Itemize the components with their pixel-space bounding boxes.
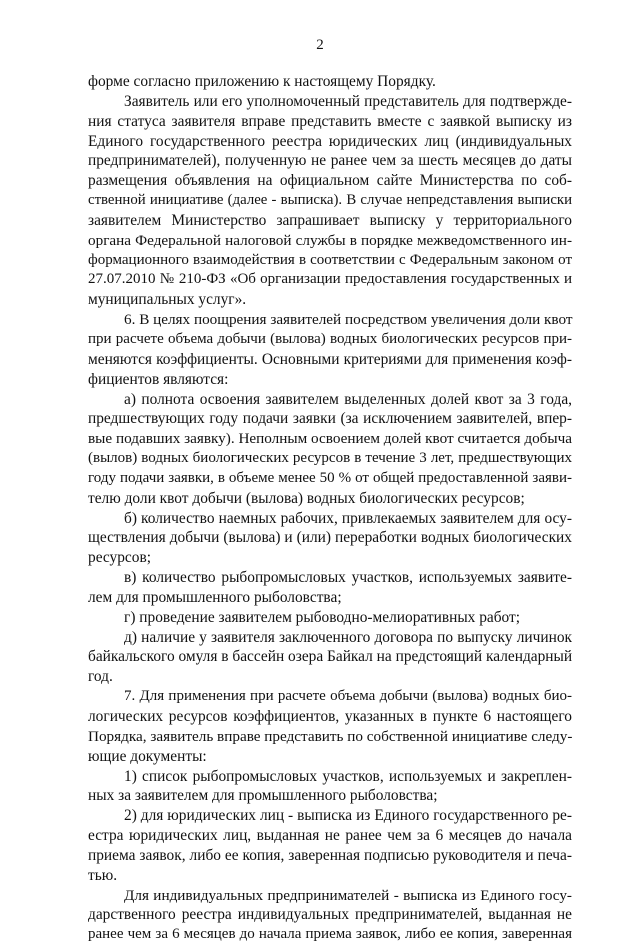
text-line: лем для промышленного рыболовства; (88, 588, 342, 606)
text-line: логических ресурсов коэффициентов, указанных в пункте 6 настоящего (88, 708, 572, 725)
text-line: предшествующих году подачи заявки (за исключением заявителей, впер- (88, 410, 572, 428)
text-line: формационного взаимодействия в соответствии с Федеральным законом от (88, 251, 572, 268)
text-line: году подачи заявки, в объеме менее 50 % от общей предоставленной заяви- (88, 469, 572, 486)
text-line: 6. В целях поощрения заявителей посредством увеличения доли квот (124, 311, 573, 329)
text-line: б) количество наемных рабочих, привлекаемых заявителем для осу- (124, 509, 572, 527)
text-line: при расчете объема добычи (вылова) водных биологических ресурсов при- (88, 330, 572, 347)
text-line: ния статуса заявителя вправе представить вместе с заявкой выписку из (88, 112, 572, 130)
text-line: (вылов) водных биологических ресурсов в течение 3 лет, предшествующих (88, 450, 572, 467)
text-line: органа Федеральной налоговой службы в порядке межведомственного ин- (88, 231, 572, 249)
text-line: форме согласно приложению к настоящему Порядку. (88, 73, 436, 90)
text-line: Порядка, заявитель вправе представить по собственной инициативе следу- (88, 727, 573, 745)
text-line: Для индивидуальных предпринимателей - выписка из Единого госу- (124, 886, 572, 904)
text-line: предпринимателей), полученную не ранее чем за шесть месяцев до даты (88, 152, 572, 170)
text-line: 2) для юридических лиц - выписка из Единого государственного ре- (124, 807, 572, 825)
text-line: ществления добычи (вылова) и (или) переработки водных биологических (88, 529, 572, 547)
text-line: ресурсов; (88, 549, 151, 567)
text-line: естра юридических лиц, выданная не ранее чем за 6 месяцев до начала (88, 827, 572, 845)
text-line: а) полнота освоения заявителем выделенных долей квот за 3 года, (124, 390, 572, 408)
text-line: ственной инициативе (далее - выписка). В случае непредставления выписки (88, 192, 572, 209)
text-line: вые подавших заявку). Неполным освоением долей квот считается добыча (88, 430, 572, 448)
text-line: ранее чем за 6 месяцев до начала приема заявок, либо ее копия, заверенная (88, 926, 572, 943)
text-line: телю доли квот добычи (вылова) водных биологических ресурсов; (88, 489, 525, 507)
text-line: 27.07.2010 № 210-ФЗ «Об организации предоставления государственных и (88, 271, 572, 288)
text-line: тью. (88, 866, 118, 884)
text-line: д) наличие у заявителя заключенного договора по выпуску личинок (124, 628, 572, 646)
text-line: байкальского омуля в бассейн озера Байкал на предстоящий календарный (88, 648, 573, 666)
page-number: 2 (316, 37, 324, 53)
text-line: 7. Для применения при расчете объема добычи (вылова) водных био- (124, 688, 572, 705)
text-line: приема заявок, либо ее копия, заверенная подписью руководителя и печа- (88, 846, 572, 864)
text-line: ющие документы: (88, 747, 207, 765)
text-line: фициентов являются: (88, 370, 229, 388)
text-line: муниципальных услуг». (88, 291, 247, 309)
text-line: Заявитель или его уполномоченный представитель для подтвержде- (124, 92, 572, 110)
text-line: размещения объявления на официальном сайте Министерства по соб- (88, 172, 572, 190)
text-line: меняются коэффициенты. Основными критериями для применения коэф- (88, 350, 572, 368)
text-line: заявителем Министерство запрашивает выписку у территориального (88, 211, 572, 229)
text-line: год. (88, 668, 113, 686)
document-body (88, 72, 572, 945)
text-line: ных за заявителем для промышленного рыболовства; (88, 787, 438, 805)
text-line: дарственного реестра индивидуальных предпринимателей, выданная не (88, 906, 572, 924)
text-line: 1) список рыбопромысловых участков, используемых и закреплен- (124, 767, 572, 785)
text-line: Единого государственного реестра юридических лиц (индивидуальных (88, 132, 572, 150)
text-line: г) проведение заявителем рыбоводно-мелиоративных работ; (124, 608, 521, 626)
text-line: в) количество рыбопромысловых участков, используемых заявите- (124, 569, 572, 587)
